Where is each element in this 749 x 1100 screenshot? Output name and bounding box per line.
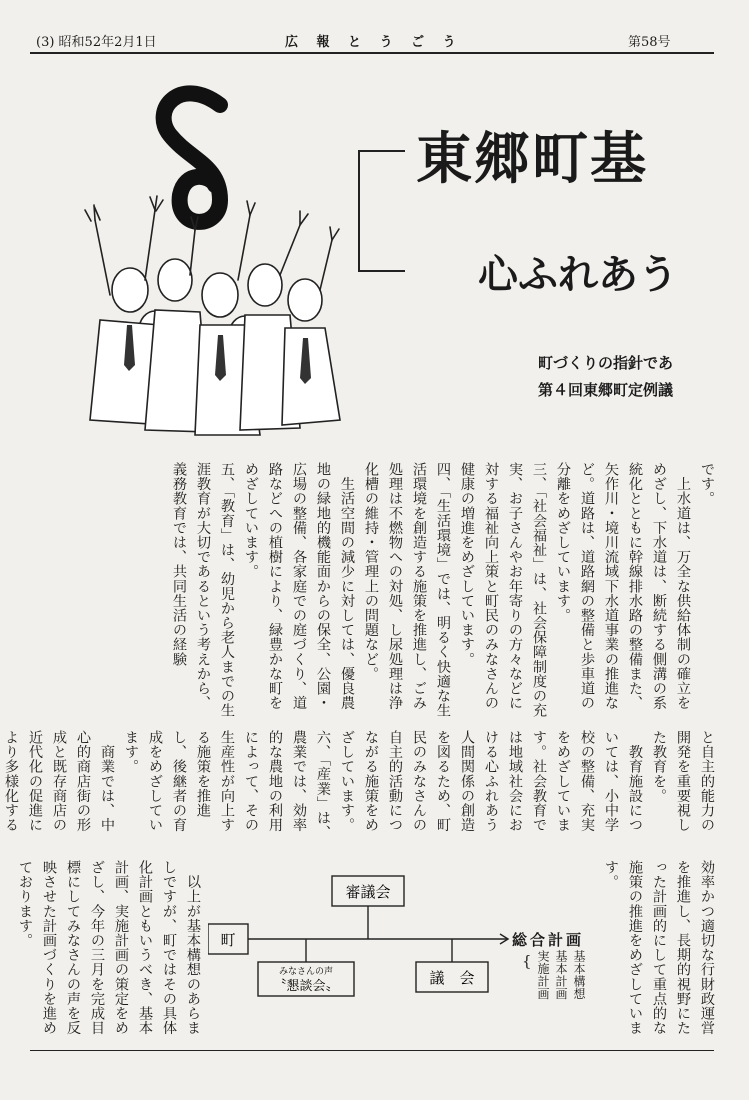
lede-line-2: 第４回東郷町定例議 — [538, 381, 674, 399]
article-upper-block — [29, 462, 719, 724]
article-paragraph: 六、「産業」は、農業では、効率的な農地の利用によって、その生産性が向上する施策を推進し、後継者の育成をめざしています。 — [123, 730, 331, 840]
article-paragraph: 五、「教育」は、幼児から老人までの生涯教育が大切であるという考えから、義務教育では、共同生活の経験 — [171, 462, 235, 718]
plan-item: 基本計画 — [554, 950, 568, 1000]
paper-name: 広 報 と う ご う — [285, 35, 463, 50]
plan-item: 実施計画 — [536, 950, 550, 1000]
article-paragraph: 効率かつ適切な行財政運営を推進し、長期的視野にたった計画的にして重点的な施策の推進をめざしています。 — [603, 860, 715, 1036]
article-paragraph: 商業では、中心的商店街の形成と既存商店の近代化の促進により多様化する — [3, 730, 115, 833]
headline-sub: 心ふれあう — [478, 252, 678, 298]
article-paragraph: です。 — [699, 462, 715, 506]
article-bottom-left — [17, 860, 205, 1040]
footer-rule — [30, 1050, 714, 1051]
plan-items — [534, 950, 588, 1010]
lede-line-1: 町づくりの指針であ — [538, 354, 674, 372]
article-paragraph: 四、「生活環境」では、明るく快適な生活環境を創造する施策を推進し、ごみ処理は不燃物への対処、し尿処理は浄化槽の維持・管理上の問題など。 — [363, 462, 451, 718]
article-paragraph: 上水道は、万全な供給体制の確立をめざし、下水道は、断続する側溝の系統化とともに幹線排水路の整備また、矢作川・境川流域下水道事業の推進など。道路は、道路網の整備と歩車道の分離をめざしています。 — [555, 462, 691, 711]
article-paragraph: 教育施設については、小中学校の整備、充実をめざしています。社会教育では地域社会における心ふれあう人間関係の創造を図るため、町民のみなさんの自主的活動につながる施策をめざしています。 — [339, 730, 643, 833]
issue-number: 第58号 — [628, 35, 671, 50]
headline-main: 東郷町基 — [416, 127, 648, 192]
forum-label: 〝懇談会〟 — [273, 979, 339, 994]
plan-item: 基本構想 — [572, 950, 586, 1000]
article-paragraph: 三、「社会福祉」は、社会保障制度の充実、お子さんやお年寄りの方々などに対する福祉向上策と町民のみなさんの健康の増進をめざしています。 — [459, 462, 547, 718]
article-paragraph: 生活空間の減少に対しては、優良農地の緑地的機能面からの保全、公園・広場の整備、各家庭での庭づくり、道路などへの植樹により、緑豊かな町をめざしています。 — [243, 462, 355, 711]
assembly-label: 議 会 — [429, 969, 475, 987]
issue-date: (3) 昭和52年2月1日 — [36, 35, 157, 50]
title-bracket — [358, 150, 405, 272]
article-paragraph: 以上が基本構想のあらましですが、町ではその具体化計画ともいうべき、基本計画、実施計画の策定をめざし、今年の三月を完成目標にしてみなさんの声を反映させた計画づくりを進めております。 — [17, 860, 201, 1036]
plan-bracket: { — [522, 952, 532, 970]
town-label: 町 — [220, 931, 236, 949]
header-rule — [30, 52, 714, 54]
article-bottom-right — [569, 860, 719, 1040]
town-logo-icon — [164, 93, 220, 221]
article-lower-block — [3, 730, 719, 840]
planning-flow-diagram — [208, 870, 538, 1010]
article-paragraph: と自主的能力の開発を重要視した教育を。 — [651, 730, 715, 833]
cheering-crowd-illustration — [70, 80, 360, 450]
council-label: 審議会 — [345, 883, 391, 901]
plan-label: 総合計画 — [512, 931, 585, 949]
voice-caption: みなさんの声 — [278, 967, 334, 977]
